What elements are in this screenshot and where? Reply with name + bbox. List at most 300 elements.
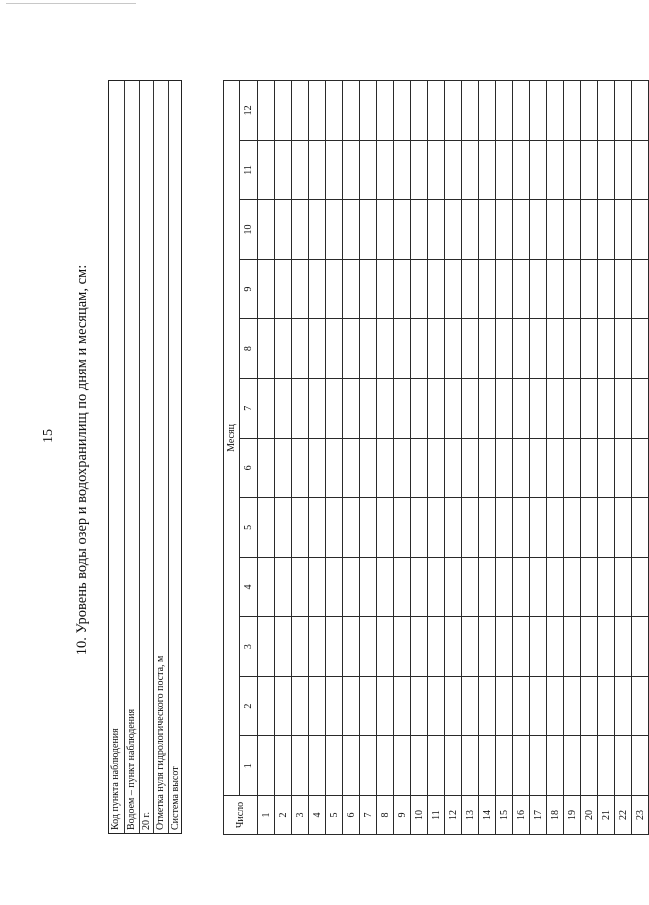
level-value-cell (445, 81, 462, 141)
level-value-cell (530, 200, 547, 260)
level-value-cell (598, 200, 615, 260)
level-value-cell (564, 676, 581, 736)
level-value-cell (326, 438, 343, 498)
level-value-cell (411, 438, 428, 498)
day-column-header: Число (224, 796, 258, 835)
day-number-cell: 5 (326, 796, 343, 835)
level-value-cell (309, 200, 326, 260)
level-value-cell (275, 81, 292, 141)
level-value-cell (581, 676, 598, 736)
table-row (360, 81, 377, 835)
table-row (581, 81, 598, 835)
level-value-cell (462, 140, 479, 200)
table-row (632, 81, 649, 835)
level-value-cell (428, 617, 445, 677)
level-value-cell (428, 319, 445, 379)
level-value-cell (309, 438, 326, 498)
level-value-cell (394, 319, 411, 379)
day-number-cell: 18 (547, 796, 564, 835)
level-value-cell (394, 259, 411, 319)
info-row-gauge-zero (153, 81, 168, 833)
level-value-cell (326, 140, 343, 200)
level-value-cell (275, 200, 292, 260)
level-value-cell (428, 438, 445, 498)
level-value-cell (530, 438, 547, 498)
info-label: Отметка нуля гидрологического поста, м (155, 655, 167, 830)
month-group-header: Месяц (224, 81, 240, 796)
level-value-cell (496, 736, 513, 796)
level-value-cell (428, 81, 445, 141)
level-value-cell (513, 736, 530, 796)
level-value-cell (615, 140, 632, 200)
level-value-cell (513, 438, 530, 498)
level-value-cell (445, 378, 462, 438)
level-value-cell (547, 81, 564, 141)
month-column-header: 7 (240, 378, 258, 438)
level-value-cell (275, 557, 292, 617)
day-number-cell: 8 (377, 796, 394, 835)
level-value-cell (479, 200, 496, 260)
table-row (411, 81, 428, 835)
level-value-cell (292, 736, 309, 796)
month-column-header: 5 (240, 498, 258, 558)
level-value-cell (547, 498, 564, 558)
level-value-cell (513, 617, 530, 677)
level-value-cell (428, 200, 445, 260)
level-value-cell (564, 557, 581, 617)
level-value-cell (377, 200, 394, 260)
level-value-cell (615, 557, 632, 617)
level-value-cell (445, 140, 462, 200)
level-value-cell (462, 378, 479, 438)
day-number-cell: 6 (343, 796, 360, 835)
day-number-cell: 22 (615, 796, 632, 835)
level-value-cell (462, 81, 479, 141)
day-number-cell: 11 (428, 796, 445, 835)
level-value-cell (411, 736, 428, 796)
table-row (615, 81, 632, 835)
table-row (309, 81, 326, 835)
level-value-cell (377, 498, 394, 558)
info-row-height-system (168, 81, 183, 833)
level-value-cell (445, 259, 462, 319)
level-value-cell (258, 617, 275, 677)
level-value-cell (632, 140, 649, 200)
table-row (394, 81, 411, 835)
level-value-cell (530, 378, 547, 438)
header-row-month-group (224, 81, 240, 835)
day-number-cell: 23 (632, 796, 649, 835)
month-column-header: 9 (240, 259, 258, 319)
info-row-waterbody (124, 81, 139, 833)
level-value-cell (258, 676, 275, 736)
level-value-cell (598, 319, 615, 379)
level-value-cell (581, 617, 598, 677)
level-value-cell (411, 259, 428, 319)
level-value-cell (547, 259, 564, 319)
level-value-cell (462, 200, 479, 260)
level-value-cell (615, 200, 632, 260)
level-value-cell (479, 378, 496, 438)
level-value-cell (632, 498, 649, 558)
page-number: 15 (41, 429, 56, 443)
level-value-cell (564, 81, 581, 141)
level-value-cell (547, 200, 564, 260)
level-value-cell (496, 378, 513, 438)
level-value-cell (258, 557, 275, 617)
level-value-cell (462, 259, 479, 319)
table-row (292, 81, 309, 835)
level-value-cell (309, 498, 326, 558)
level-value-cell (496, 557, 513, 617)
level-value-cell (343, 557, 360, 617)
level-value-cell (428, 676, 445, 736)
level-value-cell (292, 259, 309, 319)
level-value-cell (394, 378, 411, 438)
level-value-cell (445, 617, 462, 677)
level-value-cell (326, 498, 343, 558)
level-value-cell (462, 498, 479, 558)
level-value-cell (479, 438, 496, 498)
level-value-cell (258, 319, 275, 379)
month-column-header: 10 (240, 200, 258, 260)
level-value-cell (309, 676, 326, 736)
level-value-cell (581, 319, 598, 379)
table-row (479, 81, 496, 835)
level-value-cell (309, 378, 326, 438)
level-value-cell (615, 378, 632, 438)
level-value-cell (513, 378, 530, 438)
level-value-cell (292, 676, 309, 736)
level-value-cell (360, 676, 377, 736)
level-value-cell (411, 498, 428, 558)
level-value-cell (496, 617, 513, 677)
level-value-cell (394, 676, 411, 736)
level-value-cell (292, 438, 309, 498)
day-number-cell: 12 (445, 796, 462, 835)
level-value-cell (343, 319, 360, 379)
month-column-header: 3 (240, 617, 258, 677)
level-value-cell (377, 557, 394, 617)
level-value-cell (360, 140, 377, 200)
level-value-cell (411, 319, 428, 379)
day-number-cell: 19 (564, 796, 581, 835)
level-value-cell (428, 557, 445, 617)
level-value-cell (377, 438, 394, 498)
level-value-cell (479, 676, 496, 736)
level-value-cell (530, 498, 547, 558)
level-value-cell (547, 676, 564, 736)
level-value-cell (530, 140, 547, 200)
level-value-cell (309, 736, 326, 796)
level-value-cell (360, 200, 377, 260)
level-value-cell (360, 319, 377, 379)
table-row (258, 81, 275, 835)
table-row (326, 81, 343, 835)
level-value-cell (581, 378, 598, 438)
level-value-cell (445, 557, 462, 617)
table-row (530, 81, 547, 835)
level-value-cell (445, 498, 462, 558)
level-value-cell (479, 259, 496, 319)
level-value-cell (411, 557, 428, 617)
day-number-cell: 2 (275, 796, 292, 835)
level-value-cell (360, 438, 377, 498)
level-value-cell (343, 259, 360, 319)
level-value-cell (377, 140, 394, 200)
level-value-cell (275, 676, 292, 736)
level-value-cell (513, 140, 530, 200)
day-number-cell: 16 (513, 796, 530, 835)
level-value-cell (275, 736, 292, 796)
table-row (462, 81, 479, 835)
level-value-cell (428, 736, 445, 796)
day-number-cell: 10 (411, 796, 428, 835)
level-value-cell (428, 140, 445, 200)
level-value-cell (309, 259, 326, 319)
level-value-cell (479, 498, 496, 558)
level-value-cell (479, 81, 496, 141)
station-info-box (108, 80, 182, 834)
month-column-header: 1 (240, 736, 258, 796)
level-value-cell (292, 378, 309, 438)
level-value-cell (496, 259, 513, 319)
level-value-cell (496, 140, 513, 200)
level-value-cell (275, 378, 292, 438)
level-value-cell (462, 676, 479, 736)
level-value-cell (445, 438, 462, 498)
table-row (513, 81, 530, 835)
day-number-cell: 3 (292, 796, 309, 835)
level-value-cell (530, 676, 547, 736)
header-row-months (240, 81, 258, 835)
level-value-cell (632, 378, 649, 438)
level-value-cell (581, 557, 598, 617)
level-value-cell (394, 736, 411, 796)
table-row (547, 81, 564, 835)
level-value-cell (360, 557, 377, 617)
table-row (598, 81, 615, 835)
level-value-cell (326, 676, 343, 736)
level-value-cell (343, 676, 360, 736)
day-number-cell: 9 (394, 796, 411, 835)
level-value-cell (326, 557, 343, 617)
info-row-year (139, 81, 154, 833)
level-value-cell (547, 617, 564, 677)
level-value-cell (530, 259, 547, 319)
level-value-cell (360, 736, 377, 796)
level-value-cell (343, 140, 360, 200)
level-value-cell (462, 438, 479, 498)
level-value-cell (547, 557, 564, 617)
level-value-cell (394, 200, 411, 260)
level-value-cell (394, 438, 411, 498)
page-heading: 10. Уровень воды озер и водохранилищ по дням и месяцам, см: (74, 264, 90, 656)
level-value-cell (394, 557, 411, 617)
level-value-cell (479, 319, 496, 379)
level-value-cell (394, 140, 411, 200)
level-value-cell (479, 736, 496, 796)
level-value-cell (547, 140, 564, 200)
level-value-cell (275, 438, 292, 498)
level-value-cell (258, 438, 275, 498)
level-value-cell (360, 259, 377, 319)
level-value-cell (275, 140, 292, 200)
day-number-cell: 21 (598, 796, 615, 835)
level-value-cell (496, 319, 513, 379)
level-value-cell (615, 676, 632, 736)
level-value-cell (377, 378, 394, 438)
level-value-cell (615, 438, 632, 498)
level-value-cell (326, 81, 343, 141)
level-value-cell (360, 81, 377, 141)
level-value-cell (632, 617, 649, 677)
level-value-cell (411, 676, 428, 736)
level-value-cell (309, 319, 326, 379)
level-value-cell (496, 438, 513, 498)
level-value-cell (598, 676, 615, 736)
day-number-cell: 14 (479, 796, 496, 835)
level-value-cell (615, 319, 632, 379)
table-row (445, 81, 462, 835)
level-value-cell (632, 676, 649, 736)
table-row (377, 81, 394, 835)
level-value-cell (462, 319, 479, 379)
month-column-header: 11 (240, 140, 258, 200)
level-value-cell (394, 81, 411, 141)
level-value-cell (343, 617, 360, 677)
level-value-cell (411, 378, 428, 438)
level-value-cell (547, 736, 564, 796)
level-value-cell (581, 140, 598, 200)
level-value-cell (411, 81, 428, 141)
level-value-cell (275, 259, 292, 319)
level-value-cell (598, 617, 615, 677)
level-value-cell (258, 200, 275, 260)
level-value-cell (309, 557, 326, 617)
level-value-cell (598, 81, 615, 141)
level-value-cell (564, 259, 581, 319)
level-value-cell (462, 736, 479, 796)
level-value-cell (513, 676, 530, 736)
month-column-header: 12 (240, 81, 258, 141)
level-value-cell (428, 378, 445, 438)
top-rule (6, 3, 136, 4)
level-value-cell (581, 498, 598, 558)
level-value-cell (292, 200, 309, 260)
level-value-cell (581, 259, 598, 319)
level-value-cell (615, 736, 632, 796)
level-value-cell (513, 81, 530, 141)
level-value-cell (258, 736, 275, 796)
level-value-cell (309, 617, 326, 677)
level-value-cell (564, 498, 581, 558)
level-value-cell (275, 617, 292, 677)
level-value-cell (564, 617, 581, 677)
level-value-cell (326, 319, 343, 379)
level-value-cell (445, 736, 462, 796)
level-value-cell (564, 438, 581, 498)
level-value-cell (258, 81, 275, 141)
level-value-cell (377, 676, 394, 736)
level-value-cell (428, 498, 445, 558)
level-value-cell (479, 617, 496, 677)
level-value-cell (377, 319, 394, 379)
day-number-cell: 20 (581, 796, 598, 835)
level-value-cell (530, 736, 547, 796)
level-value-cell (598, 259, 615, 319)
level-value-cell (581, 438, 598, 498)
level-value-cell (496, 676, 513, 736)
info-row-station-code (109, 81, 124, 833)
table-row (428, 81, 445, 835)
day-number-cell: 1 (258, 796, 275, 835)
level-value-cell (564, 378, 581, 438)
level-value-cell (547, 319, 564, 379)
level-value-cell (411, 617, 428, 677)
level-value-cell (564, 319, 581, 379)
level-value-cell (581, 200, 598, 260)
level-value-cell (258, 378, 275, 438)
level-value-cell (598, 498, 615, 558)
day-number-cell: 7 (360, 796, 377, 835)
level-value-cell (377, 81, 394, 141)
level-value-cell (309, 81, 326, 141)
water-level-table (223, 80, 649, 835)
level-value-cell (598, 378, 615, 438)
level-value-cell (598, 736, 615, 796)
level-value-cell (292, 81, 309, 141)
level-value-cell (360, 378, 377, 438)
level-value-cell (632, 319, 649, 379)
level-value-cell (615, 498, 632, 558)
level-value-cell (445, 200, 462, 260)
level-value-cell (394, 498, 411, 558)
level-value-cell (598, 557, 615, 617)
level-value-cell (258, 498, 275, 558)
level-value-cell (632, 259, 649, 319)
level-value-cell (377, 259, 394, 319)
level-value-cell (632, 557, 649, 617)
day-number-cell: 13 (462, 796, 479, 835)
level-value-cell (530, 557, 547, 617)
level-value-cell (496, 498, 513, 558)
table-row (496, 81, 513, 835)
level-value-cell (343, 378, 360, 438)
level-value-cell (513, 200, 530, 260)
level-value-cell (326, 378, 343, 438)
level-value-cell (326, 259, 343, 319)
level-value-cell (581, 736, 598, 796)
level-value-cell (615, 81, 632, 141)
level-value-cell (598, 140, 615, 200)
level-value-cell (428, 259, 445, 319)
level-value-cell (360, 498, 377, 558)
level-value-cell (496, 81, 513, 141)
level-value-cell (343, 200, 360, 260)
level-value-cell (530, 81, 547, 141)
level-value-cell (258, 259, 275, 319)
month-column-header: 8 (240, 319, 258, 379)
level-value-cell (581, 81, 598, 141)
level-value-cell (326, 200, 343, 260)
level-value-cell (513, 319, 530, 379)
level-value-cell (343, 498, 360, 558)
level-value-cell (479, 140, 496, 200)
level-value-cell (292, 140, 309, 200)
level-value-cell (462, 557, 479, 617)
level-value-cell (530, 617, 547, 677)
